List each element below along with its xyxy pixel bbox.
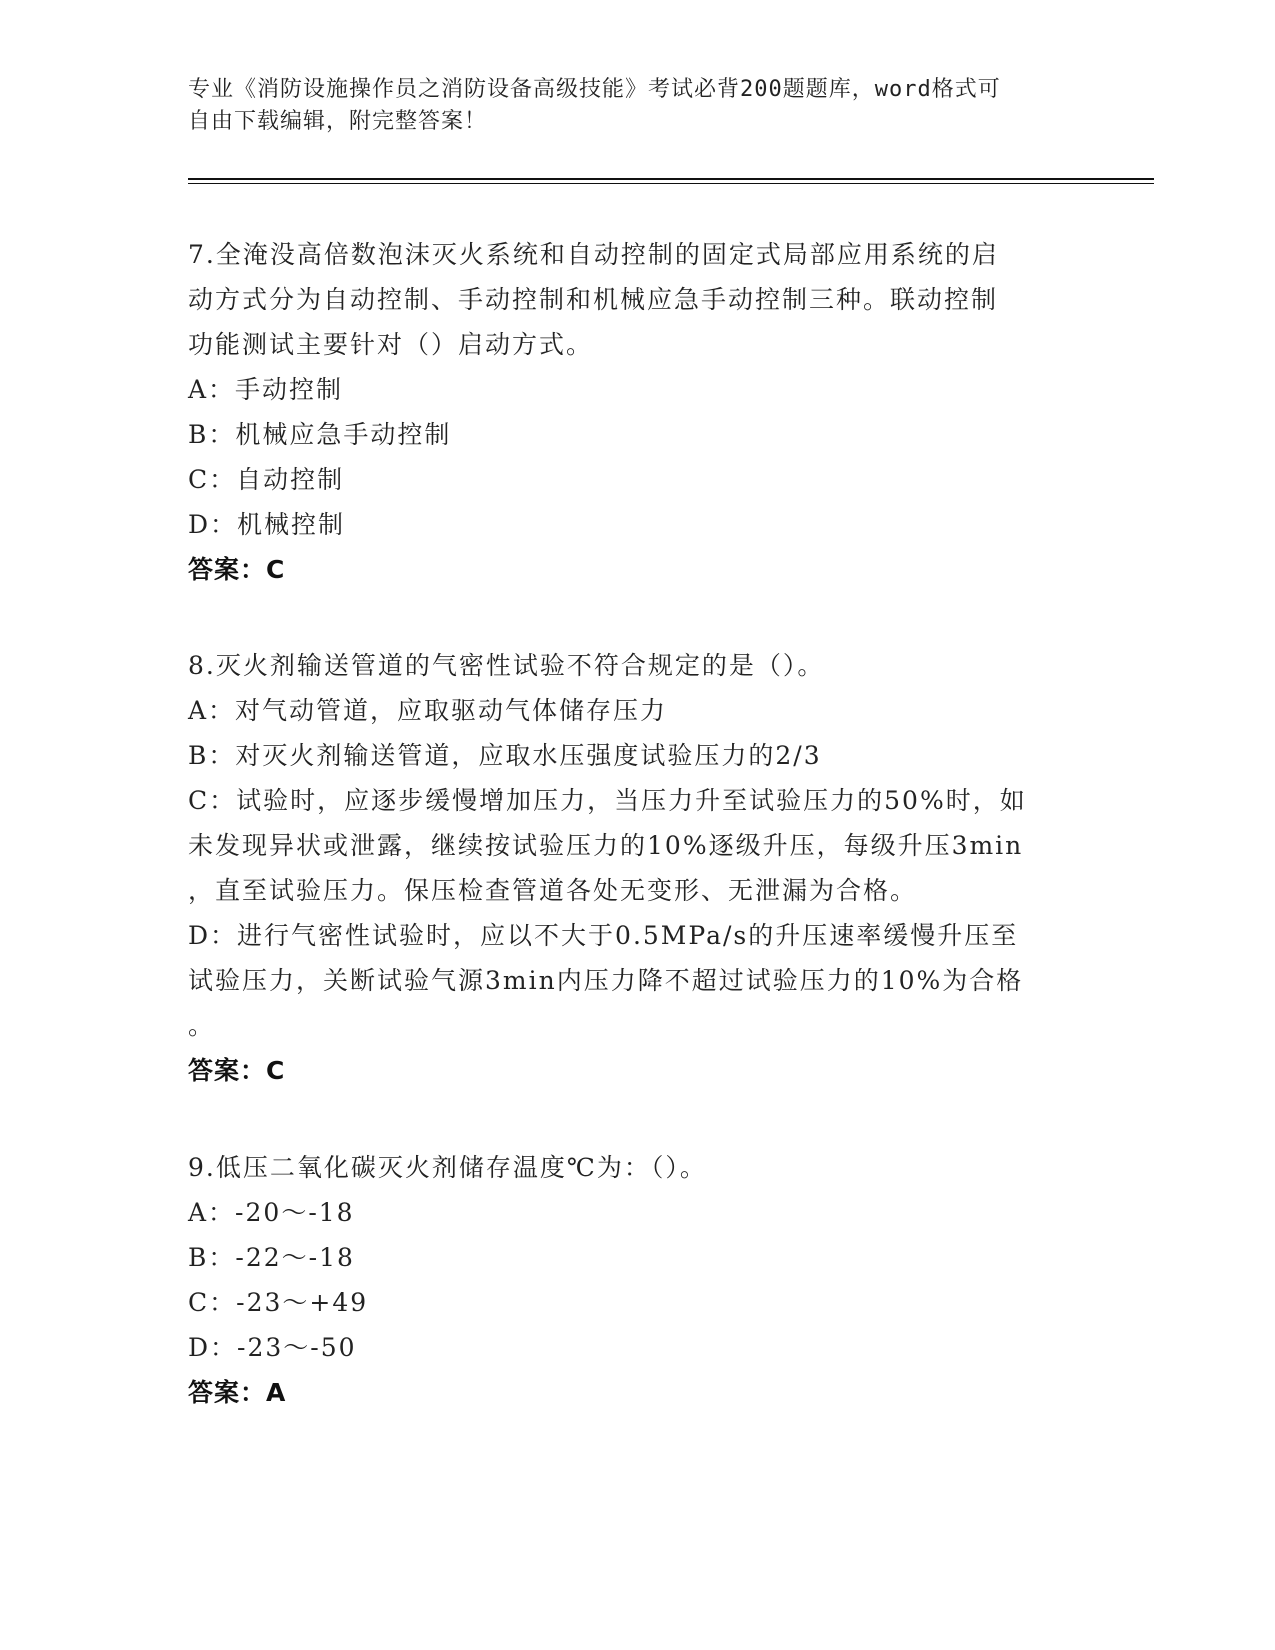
question-stem: 9.低压二氧化碳灭火剂储存温度℃为：（）。 [188,1153,707,1182]
option-b: B：-22～-18 [188,1243,355,1272]
answer: 答案：C [188,555,286,584]
option-d-continued: 试验压力，关断试验气源3min内压力降不超过试验压力的10%为合格 [188,966,1024,995]
header-divider [188,183,1154,184]
header-line: 自由下载编辑，附完整答案！ [188,109,488,134]
option-c: C：试验时，应逐步缓慢增加压力，当压力升至试验压力的50%时，如 [188,786,1027,815]
question-stem: 8.灭火剂输送管道的气密性试验不符合规定的是（）。 [188,651,825,680]
option-d-continued: 。 [188,1011,216,1040]
option-c: C：自动控制 [188,465,345,494]
document-header [188,74,1078,138]
option-b: B：对灭火剂输送管道，应取水压强度试验压力的2/3 [188,741,822,770]
question-stem: 7.全淹没高倍数泡沫灭火系统和自动控制的固定式局部应用系统的启 [188,240,999,269]
option-d: D：进行气密性试验时，应以不大于0.5MPa/s的升压速率缓慢升压至 [188,921,1019,950]
option-d: D：机械控制 [188,510,346,539]
option-c: C：-23～+49 [188,1288,369,1317]
question-stem: 动方式分为自动控制、手动控制和机械应急手动控制三种。联动控制 [188,285,999,314]
option-a: A：手动控制 [188,375,344,404]
question-block [188,232,1068,593]
option-d: D：-23～-50 [188,1333,357,1362]
question-block [188,643,1068,1094]
answer: 答案：A [188,1378,287,1407]
answer: 答案：C [188,1056,286,1085]
question-stem: 功能测试主要针对（）启动方式。 [188,330,594,359]
option-c-continued: ，直至试验压力。保压检查管道各处无变形、无泄漏为合格。 [188,876,918,905]
question-block [188,1145,1068,1416]
option-b: B：机械应急手动控制 [188,420,452,449]
option-a: A：-20～-18 [188,1198,355,1227]
header-divider [188,178,1154,180]
header-line: 专业《消防设施操作员之消防设备高级技能》考试必背200题题库，word格式可 [188,77,1001,102]
option-c-continued: 未发现异状或泄露，继续按试验压力的10%逐级升压，每级升压3min [188,831,1024,860]
option-a: A：对气动管道，应取驱动气体储存压力 [188,696,668,725]
